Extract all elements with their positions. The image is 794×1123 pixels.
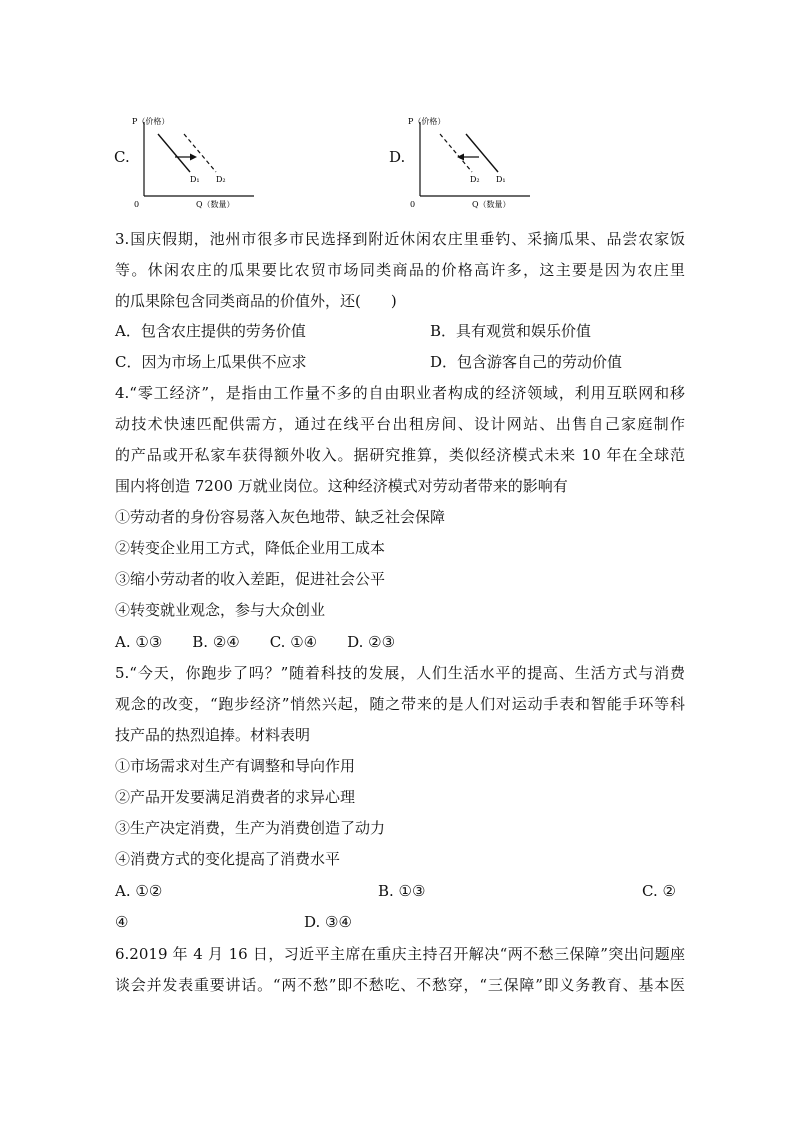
- q4-item-3: ③缩小劳动者的收入差距，促进社会公平: [115, 570, 386, 588]
- demand-curve-d2: [440, 134, 472, 172]
- q5-option-d: D. ③④: [304, 913, 352, 931]
- q3-option-a: A．包含农庄提供的劳务价值: [115, 322, 306, 340]
- y-axis-label: P（价格）: [132, 117, 170, 126]
- figure-d-label: D.: [389, 148, 406, 166]
- y-axis-label: P（价格）: [408, 117, 446, 126]
- q5-item-2: ②产品开发要满足消费者的求异心理: [115, 788, 356, 806]
- q3-option-c: C．因为市场上瓜果供不应求: [115, 353, 307, 371]
- q3-stem-line-2: 等。休闲农庄的瓜果要比农贸市场同类商品的价格高许多，这主要是因为农庄里: [115, 261, 685, 279]
- demand-curve-d1: [466, 134, 498, 172]
- curve1-label: D₂: [470, 175, 480, 184]
- figure-d-demand-shift: [404, 112, 534, 212]
- q5-item-3: ③生产决定消费，生产为消费创造了动力: [115, 819, 386, 837]
- q4-stem-line-2: 动技术快速匹配供需方，通过在线平台出租房间、设计网站、出售自己家庭制作: [115, 415, 685, 433]
- x-axis-label: Q（数量）: [196, 200, 235, 209]
- q5-stem-line-2: 观念的改变，“跑步经济”悄然兴起，随之带来的是人们对运动手表和智能手环等科: [115, 695, 685, 713]
- figure-c-demand-shift: [128, 112, 258, 212]
- curve2-label: D₂: [216, 175, 226, 184]
- q6-stem-line-1: 6.2019 年 4 月 16 日，习近平主席在重庆主持召开解决“两不愁三保障”突出问题座: [115, 945, 685, 963]
- q4-stem-line-4: 围内将创造 7200 万就业岗位。这种经济模式对劳动者带来的影响有: [115, 477, 568, 495]
- q3-option-b: B．具有观赏和娱乐价值: [430, 322, 592, 340]
- q5-option-c: C. ②: [642, 882, 676, 900]
- q4-item-4: ④转变就业观念，参与大众创业: [115, 601, 326, 619]
- q5-option-c-continued: ④: [115, 913, 129, 931]
- arrow-head: [457, 154, 464, 161]
- q4-item-1: ①劳动者的身份容易落入灰色地带、缺乏社会保障: [115, 508, 446, 526]
- q5-stem-line-1: 5.“今天，你跑步了吗？”随着科技的发展，人们生活水平的提高、生活方式与消费: [115, 664, 685, 682]
- q3-stem-line-1: 3.国庆假期，池州市很多市民选择到附近休闲农庄里垂钓、采摘瓜果、品尝农家饭: [115, 230, 685, 248]
- q5-item-1: ①市场需求对生产有调整和导向作用: [115, 757, 356, 775]
- q5-option-b: B. ①③: [378, 882, 426, 900]
- q3-stem-line-3: 的瓜果除包含同类商品的价值外，还( ): [115, 292, 397, 310]
- q4-answer-options: A. ①③ B. ②④ C. ①④ D. ②③: [115, 633, 396, 651]
- x-axis-label: Q（数量）: [472, 200, 511, 209]
- q6-stem-line-2: 谈会并发表重要讲话。“两不愁”即不愁吃、不愁穿，“三保障”即义务教育、基本医: [115, 976, 685, 994]
- demand-curve-d1: [158, 134, 190, 172]
- q4-stem-line-3: 的产品或开私家车获得额外收入。据研究推算，类似经济模式未来 10 年在全球范: [115, 446, 685, 464]
- figure-c-label: C.: [114, 148, 130, 166]
- q3-option-d: D．包含游客自己的劳动价值: [430, 353, 623, 371]
- origin-label: 0: [410, 200, 416, 209]
- demand-curve-d2: [184, 134, 216, 172]
- arrow-head: [190, 154, 197, 161]
- q4-stem-line-1: 4.“零工经济”，是指由工作量不多的自由职业者构成的经济领域，利用互联网和移: [115, 384, 685, 402]
- q5-stem-line-3: 技产品的热烈追捧。材料表明: [115, 726, 311, 744]
- curve1-label: D₁: [190, 175, 200, 184]
- q5-option-a: A. ①②: [115, 882, 163, 900]
- q5-item-4: ④消费方式的变化提高了消费水平: [115, 850, 341, 868]
- origin-label: 0: [134, 200, 140, 209]
- q4-item-2: ②转变企业用工方式，降低企业用工成本: [115, 539, 386, 557]
- curve2-label: D₁: [496, 175, 506, 184]
